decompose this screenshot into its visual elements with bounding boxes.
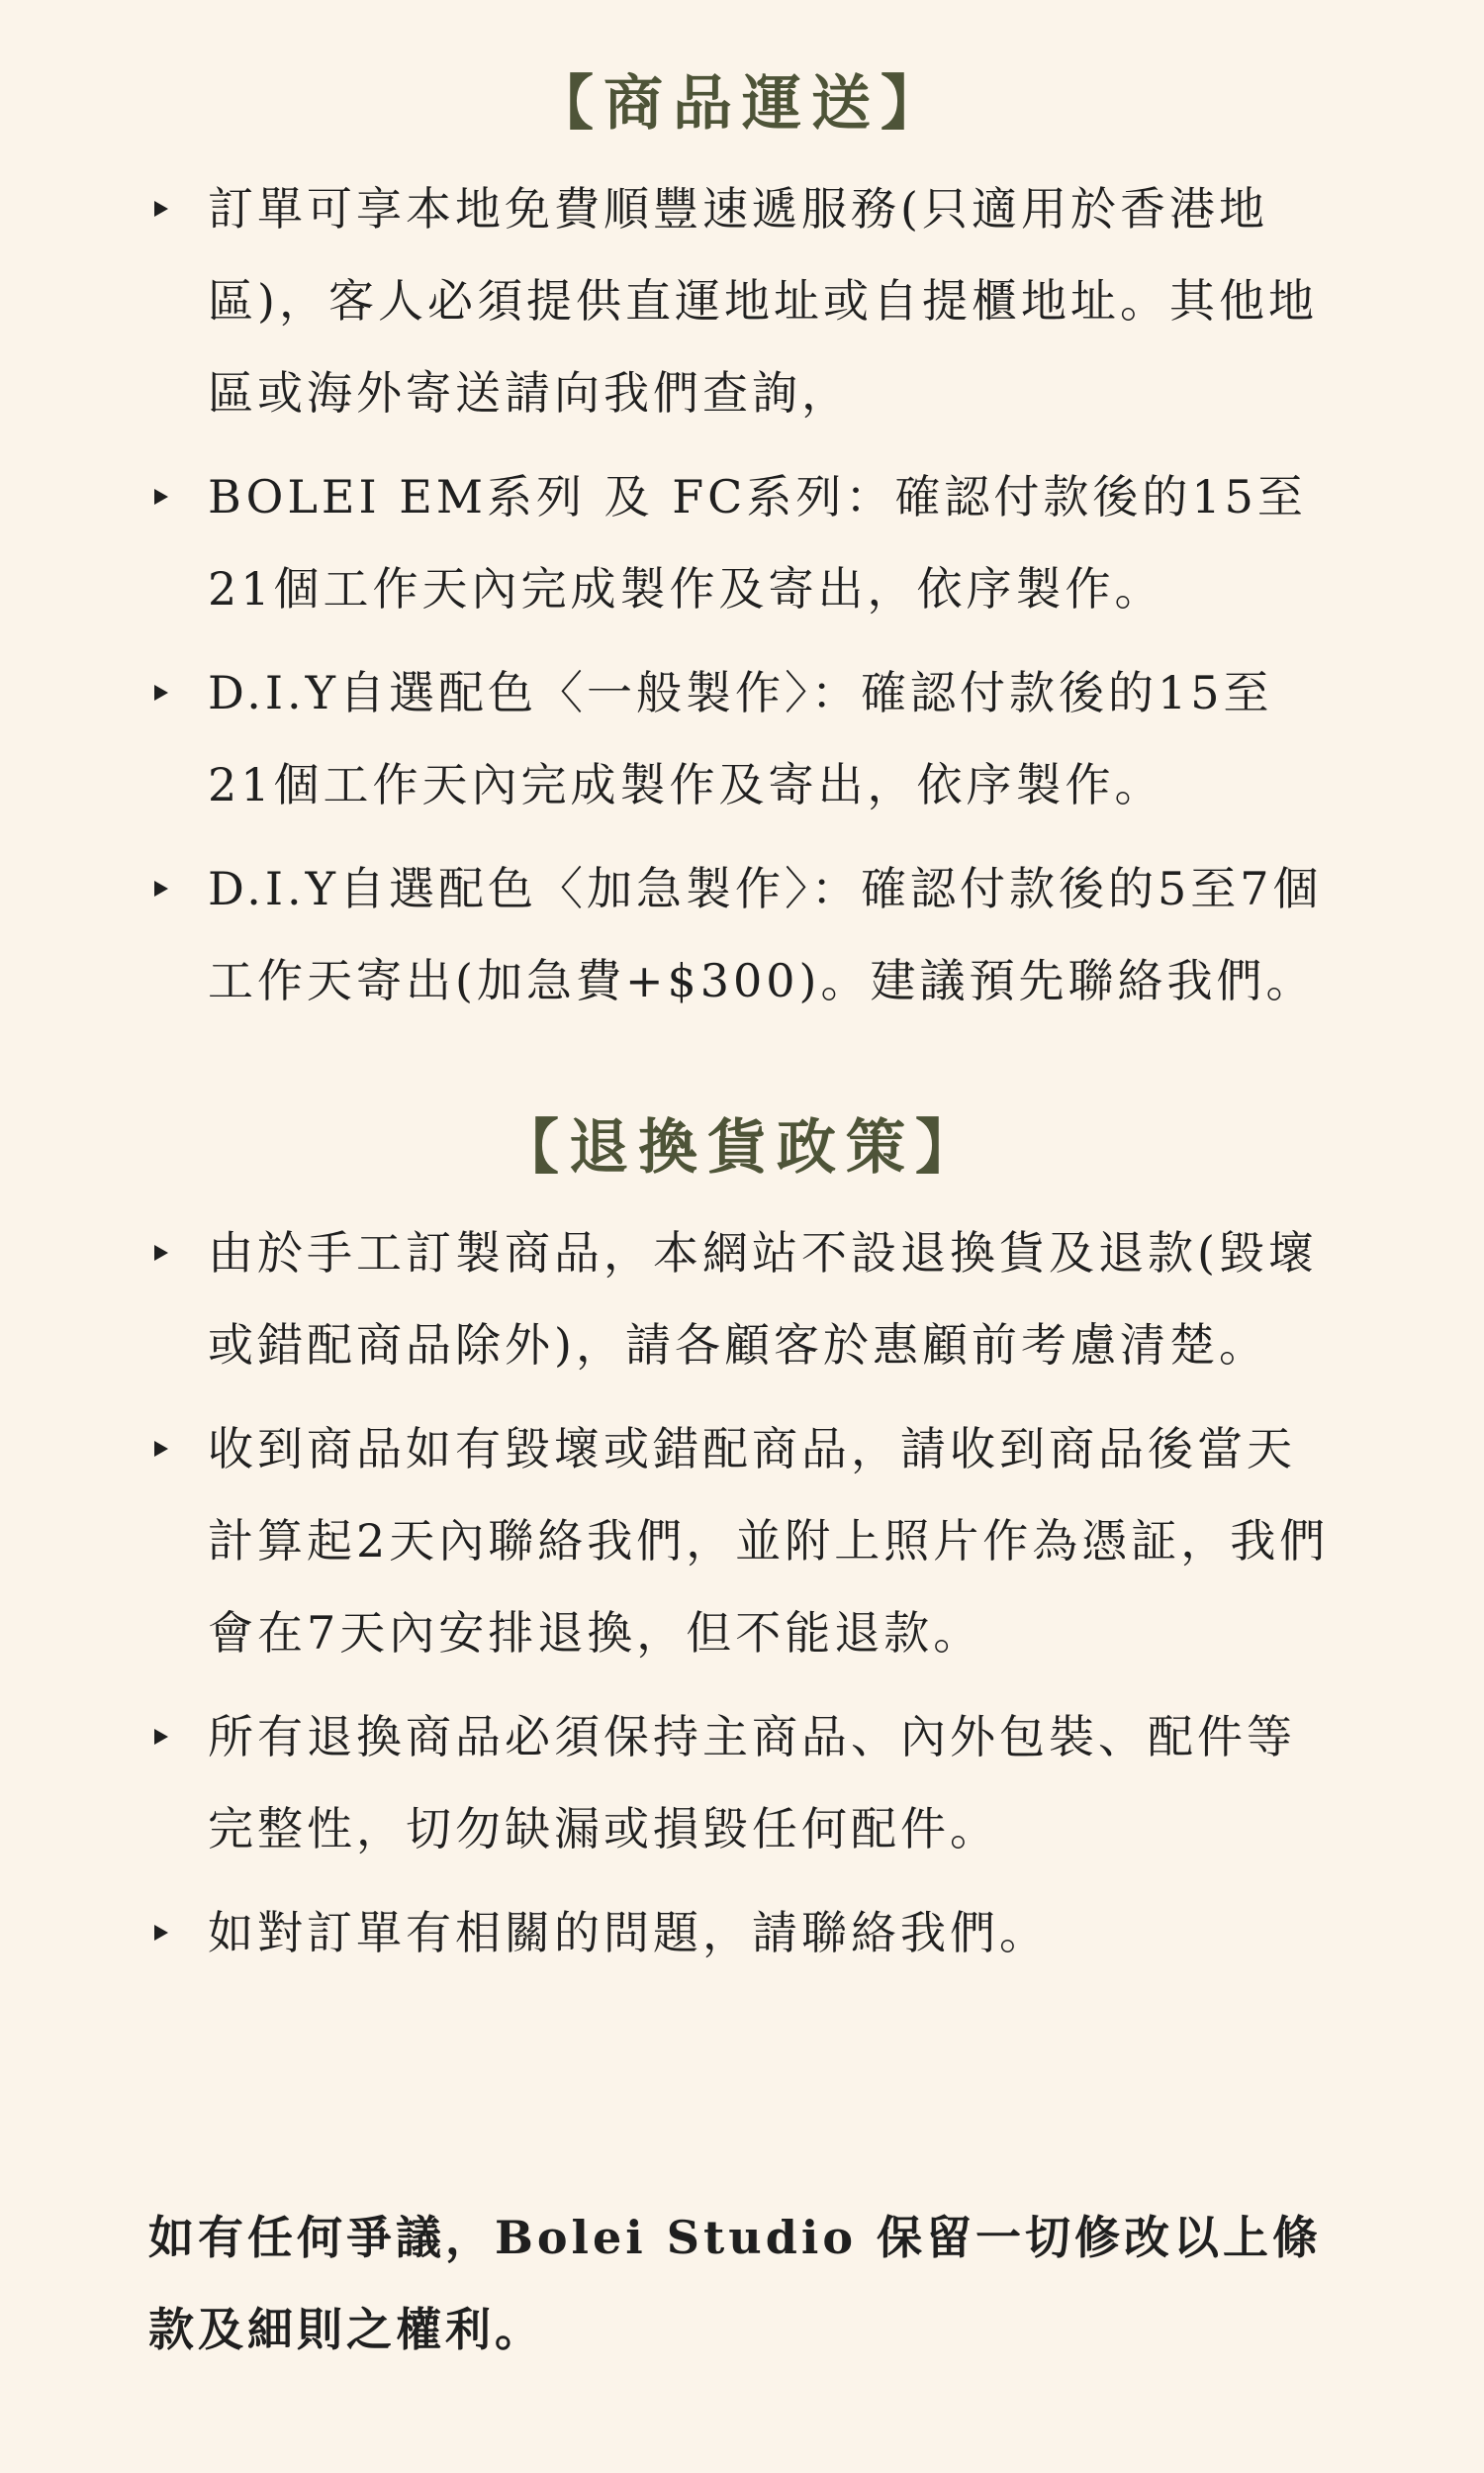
list-item xyxy=(148,647,1336,831)
shipping-item-text: D.I.Y自選配色〈加急製作〉：確認付款後的5至7個工作天寄出(加急費+$300)。建議預先聯絡我們。 xyxy=(208,862,1323,1007)
list-item xyxy=(148,843,1336,1027)
list-item xyxy=(148,163,1336,439)
list-item xyxy=(148,1691,1336,1875)
shipping-item-text: BOLEI EM系列 及 FC系列：確認付款後的15至21個工作天內完成製作及寄出，依序製作。 xyxy=(208,470,1307,616)
shipping-item-text: D.I.Y自選配色〈一般製作〉：確認付款後的15至21個工作天內完成製作及寄出，依序製作。 xyxy=(208,666,1273,811)
returns-section-title: 【退換貨政策】 xyxy=(500,1113,984,1183)
list-item xyxy=(148,1887,1336,1979)
returns-item-text: 如對訂單有相關的問題，請聯絡我們。 xyxy=(208,1906,1049,1959)
disclaimer-text: 如有任何爭議，Bolei Studio 保留一切修改以上條款及細則之權利。 xyxy=(148,2211,1323,2356)
returns-item-text: 由於手工訂製商品，本網站不設退換貨及退款(毀壞或錯配商品除外)，請各顧客於惠顧前考慮清楚。 xyxy=(208,1226,1318,1372)
triangle-bullet-icon xyxy=(148,163,184,255)
triangle-bullet-icon xyxy=(148,647,184,739)
shipping-list xyxy=(148,163,1336,1039)
triangle-bullet-icon xyxy=(148,1207,184,1299)
returns-item-text: 收到商品如有毀壞或錯配商品，請收到商品後當天計算起2天內聯絡我們，並附上照片作為憑証，我們會在7天內安排退換，但不能退款。 xyxy=(208,1422,1330,1660)
triangle-bullet-icon xyxy=(148,451,184,543)
returns-list xyxy=(148,1207,1336,1991)
shipping-item-text: 訂單可享本地免費順豐速遞服務(只適用於香港地區)，客人必須提供直運地址或自提櫃地址。其他地區或海外寄送請向我們查詢， xyxy=(208,182,1318,420)
triangle-bullet-icon xyxy=(148,843,184,935)
list-item xyxy=(148,1207,1336,1391)
list-item xyxy=(148,1403,1336,1679)
triangle-bullet-icon xyxy=(148,1691,184,1783)
triangle-bullet-icon xyxy=(148,1403,184,1495)
shipping-section-title: 【商品運送】 xyxy=(534,69,950,139)
list-item xyxy=(148,451,1336,635)
triangle-bullet-icon xyxy=(148,1887,184,1979)
returns-item-text: 所有退換商品必須保持主商品、內外包裝、配件等完整性，切勿缺漏或損毀任何配件。 xyxy=(208,1710,1296,1855)
